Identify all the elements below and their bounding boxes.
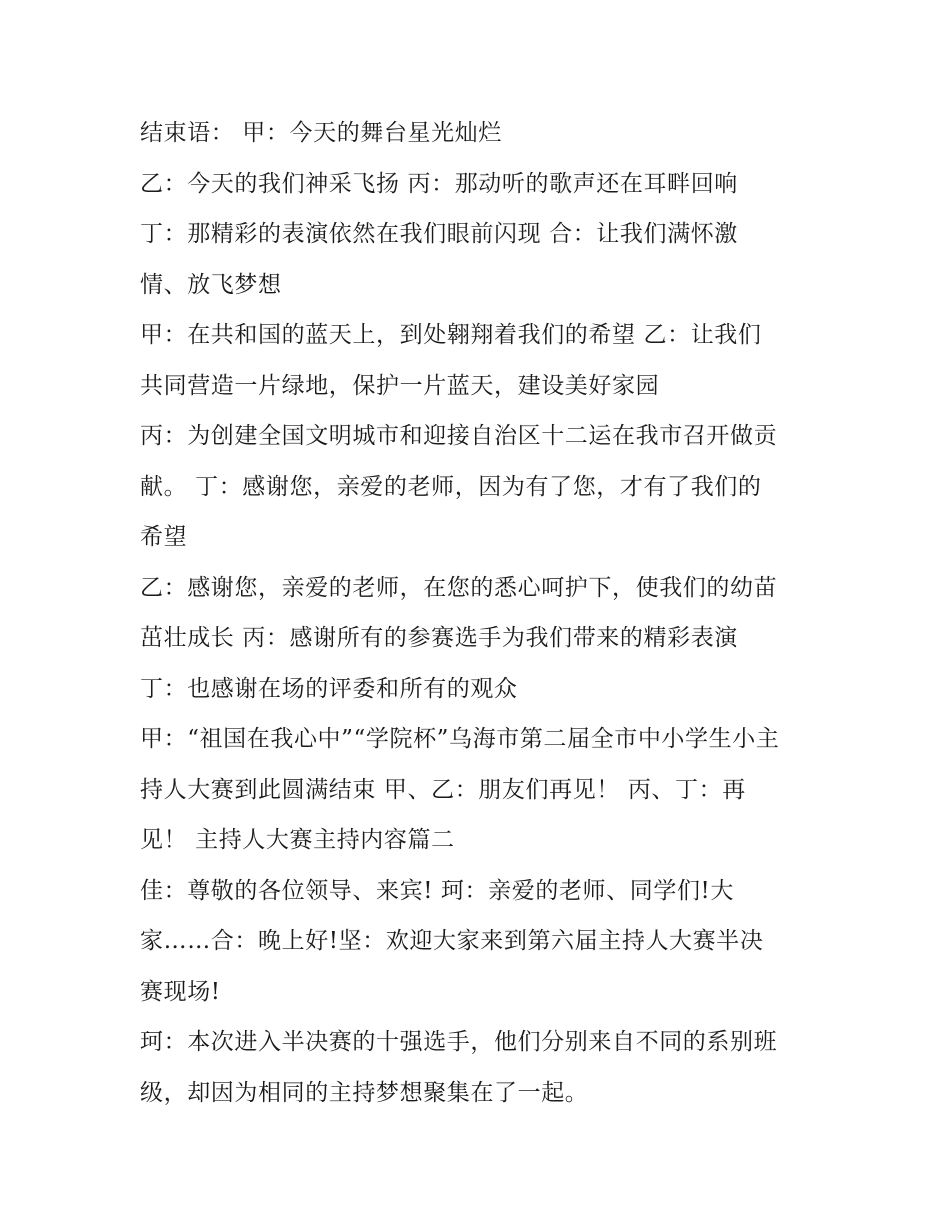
text-line: 乙：感谢您，亲爱的老师，在您的悉心呵护下，使我们的幼苗	[140, 574, 778, 601]
text-line: 佳：尊敬的各位领导、来宾! 珂：亲爱的老师、同学们!大	[140, 877, 734, 904]
text-line: 希望	[140, 524, 188, 550]
text-line: 家……合：晚上好!坚：欢迎大家来到第六届主持人大赛半决	[140, 928, 764, 954]
text-line: 乙：今天的我们神采飞扬 丙：那动听的歌声还在耳畔回响	[140, 170, 738, 197]
text-line: 持人大赛到此圆满结束 甲、乙：朋友们再见！ 丙、丁：再	[140, 776, 746, 803]
text-line: 级，却因为相同的主持梦想聚集在了一起。	[140, 1079, 589, 1106]
text-line: 丙：为创建全国文明城市和迎接自治区十二运在我市召开做贡	[140, 423, 778, 449]
text-line: 珂：本次进入半决赛的十强选手，他们分别来自不同的系别班	[140, 1029, 778, 1055]
text-line: 共同营造一片绿地，保护一片蓝天，建设美好家园	[140, 372, 660, 399]
text-line: 茁壮成长 丙：感谢所有的参赛选手为我们带来的精彩表演	[140, 625, 738, 651]
text-line: 丁：也感谢在场的评委和所有的观众	[140, 675, 518, 702]
script-text-block	[140, 108, 830, 1118]
text-line: 赛现场!	[140, 978, 221, 1005]
text-line: 丁：那精彩的表演依然在我们眼前闪现 合：让我们满怀激	[140, 221, 738, 247]
text-line: 甲：“祖国在我心中”“学院杯”乌海市第二届全市中小学生小主	[140, 726, 780, 752]
text-line: 情、放飞梦想	[140, 271, 282, 298]
text-line: 甲：在共和国的蓝天上，到处翱翔着我们的希望 乙：让我们	[140, 322, 762, 348]
text-line: 献。 丁：感谢您，亲爱的老师，因为有了您，才有了我们的	[140, 473, 762, 500]
text-line: 结束语： 甲：今天的舞台星光灿烂	[140, 120, 502, 146]
text-line: 见！ 主持人大赛主持内容篇二	[140, 827, 455, 853]
